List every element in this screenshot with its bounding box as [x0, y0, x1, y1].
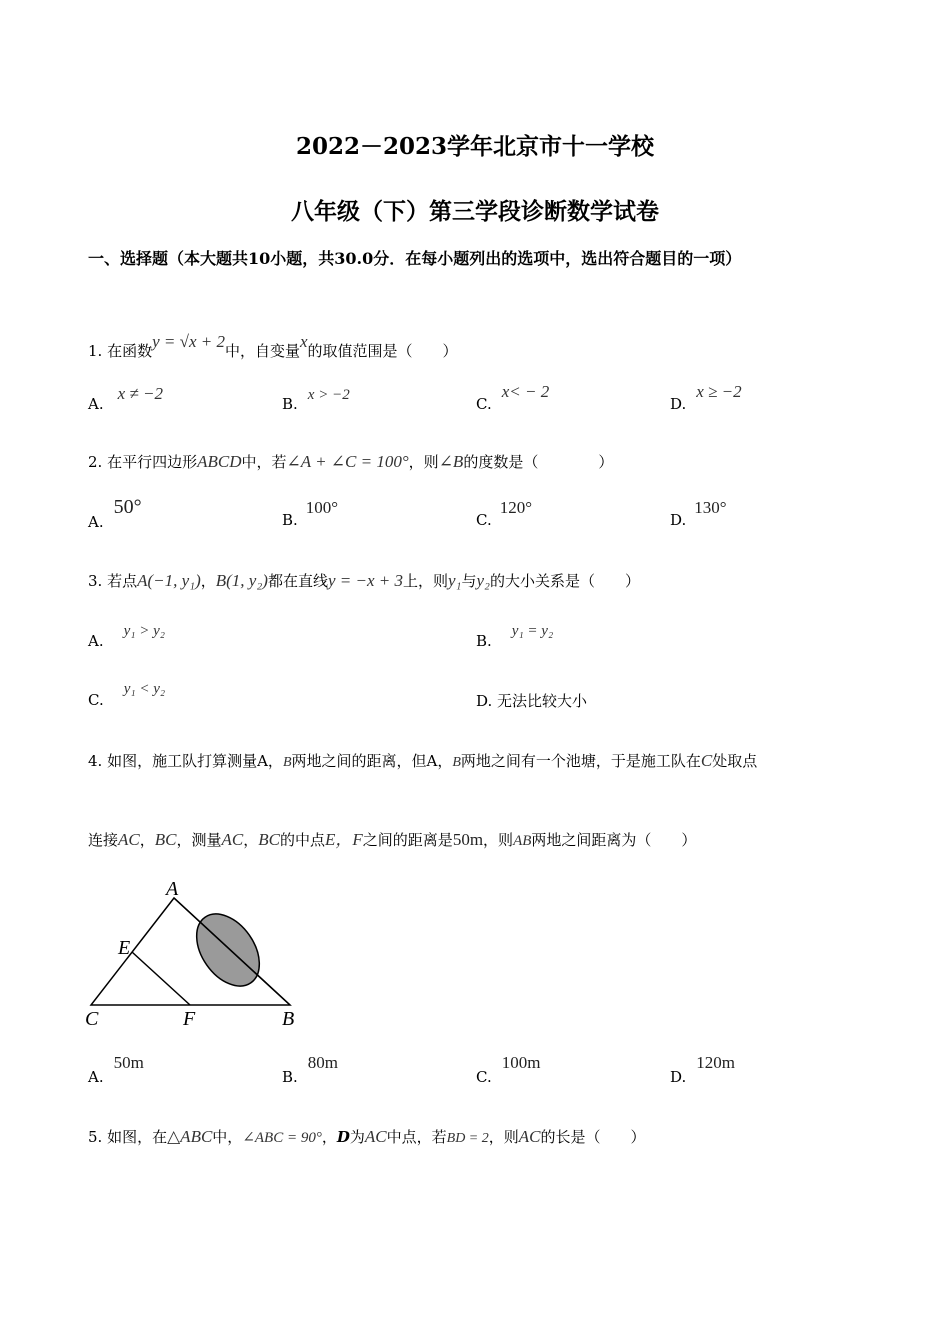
- q2-option-b[interactable]: B.100°: [282, 498, 339, 529]
- question-4-line2: 连接AC，BC，测量AC，BC的中点E，F之间的距离是50m，则AB两地之间距离为（ ）: [88, 830, 697, 849]
- pond-shape: [184, 902, 272, 997]
- triangle-pond-figure: [80, 875, 320, 1035]
- math-expression: ∠A + ∠C = 100°: [286, 452, 409, 471]
- question-number: 4.: [88, 752, 103, 770]
- label-b: B: [282, 1008, 295, 1030]
- question-2: 2. 在平行四边形ABCD中，若∠A + ∠C = 100°，则∠B的度数是（ ）: [88, 452, 614, 471]
- question-text: 的取值范围是（ ）: [307, 342, 458, 360]
- q2-option-a[interactable]: A.50°: [88, 496, 142, 531]
- label-e: E: [118, 937, 131, 959]
- math-expression: y = √x + 2: [152, 332, 225, 351]
- q1-option-a[interactable]: A.x ≠ −2: [88, 384, 163, 413]
- math-variable: x: [300, 332, 308, 351]
- exam-title-line2: 八年级（下）第三学段诊断数学试卷: [291, 198, 659, 225]
- question-text: 中，自变量: [224, 342, 300, 360]
- q1-option-d[interactable]: D.x ≥ −2: [670, 382, 742, 413]
- q3-option-c[interactable]: C.y₁ < y₂: [88, 681, 166, 709]
- question-3: 3. 若点A(−1, y₁)，B(1, y₂)都在直线y = −x + 3上，则y₁与y₂的大小关系是（ ）: [88, 571, 640, 590]
- question-5: 5. 如图，在△ABC中，∠ABC = 90°，D为AC中点，若BD = 2，则AC的长是（ ）: [88, 1127, 646, 1146]
- q2-option-d[interactable]: D.130°: [670, 498, 727, 529]
- label-a: A: [166, 878, 179, 900]
- question-number: 5.: [88, 1128, 103, 1146]
- math-expression: A(−1, y₁): [137, 571, 201, 590]
- segment-ab: [174, 898, 290, 1005]
- question-text: 在函数: [107, 342, 153, 360]
- q2-option-c[interactable]: C.120°: [476, 498, 533, 529]
- q4-option-c[interactable]: C.100m: [476, 1053, 541, 1086]
- section-heading: 一、选择题（本大题共10小题，共30.0分．在每小题列出的选项中，选出符合题目的一项）: [88, 249, 742, 268]
- q4-option-d[interactable]: D.120m: [670, 1053, 735, 1086]
- label-c: C: [85, 1008, 99, 1030]
- q4-option-b[interactable]: B.80m: [282, 1053, 339, 1086]
- math-expression: B(1, y₂): [215, 571, 268, 590]
- q1-option-c[interactable]: C.x< − 2: [476, 382, 550, 413]
- question-1: [88, 332, 458, 361]
- segment-ef: [132, 952, 190, 1005]
- math-expression: ∠B: [438, 452, 464, 471]
- question-4-line1: 4. 如图，施工队打算测量A，B两地之间的距离，但A，B两地之间有一个池塘，于是施工队在C处取点: [88, 751, 758, 770]
- q3-option-d[interactable]: D. 无法比较大小: [476, 692, 588, 710]
- q3-option-a[interactable]: A.y₁ > y₂: [88, 623, 165, 650]
- exam-title-line1: 2022－2023学年北京市十一学校: [295, 133, 655, 160]
- question-number: 1.: [88, 342, 103, 360]
- q4-option-a[interactable]: A.50m: [88, 1053, 144, 1086]
- question-number: 2.: [88, 453, 103, 471]
- label-f: F: [183, 1008, 196, 1030]
- math-expression: ABCD: [197, 452, 242, 471]
- math-expression: y = −x + 3: [327, 571, 403, 590]
- q3-option-b[interactable]: B.y₁ = y₂: [476, 623, 554, 650]
- q1-option-b[interactable]: B. x > −2: [282, 387, 350, 413]
- question-number: 3.: [88, 572, 103, 590]
